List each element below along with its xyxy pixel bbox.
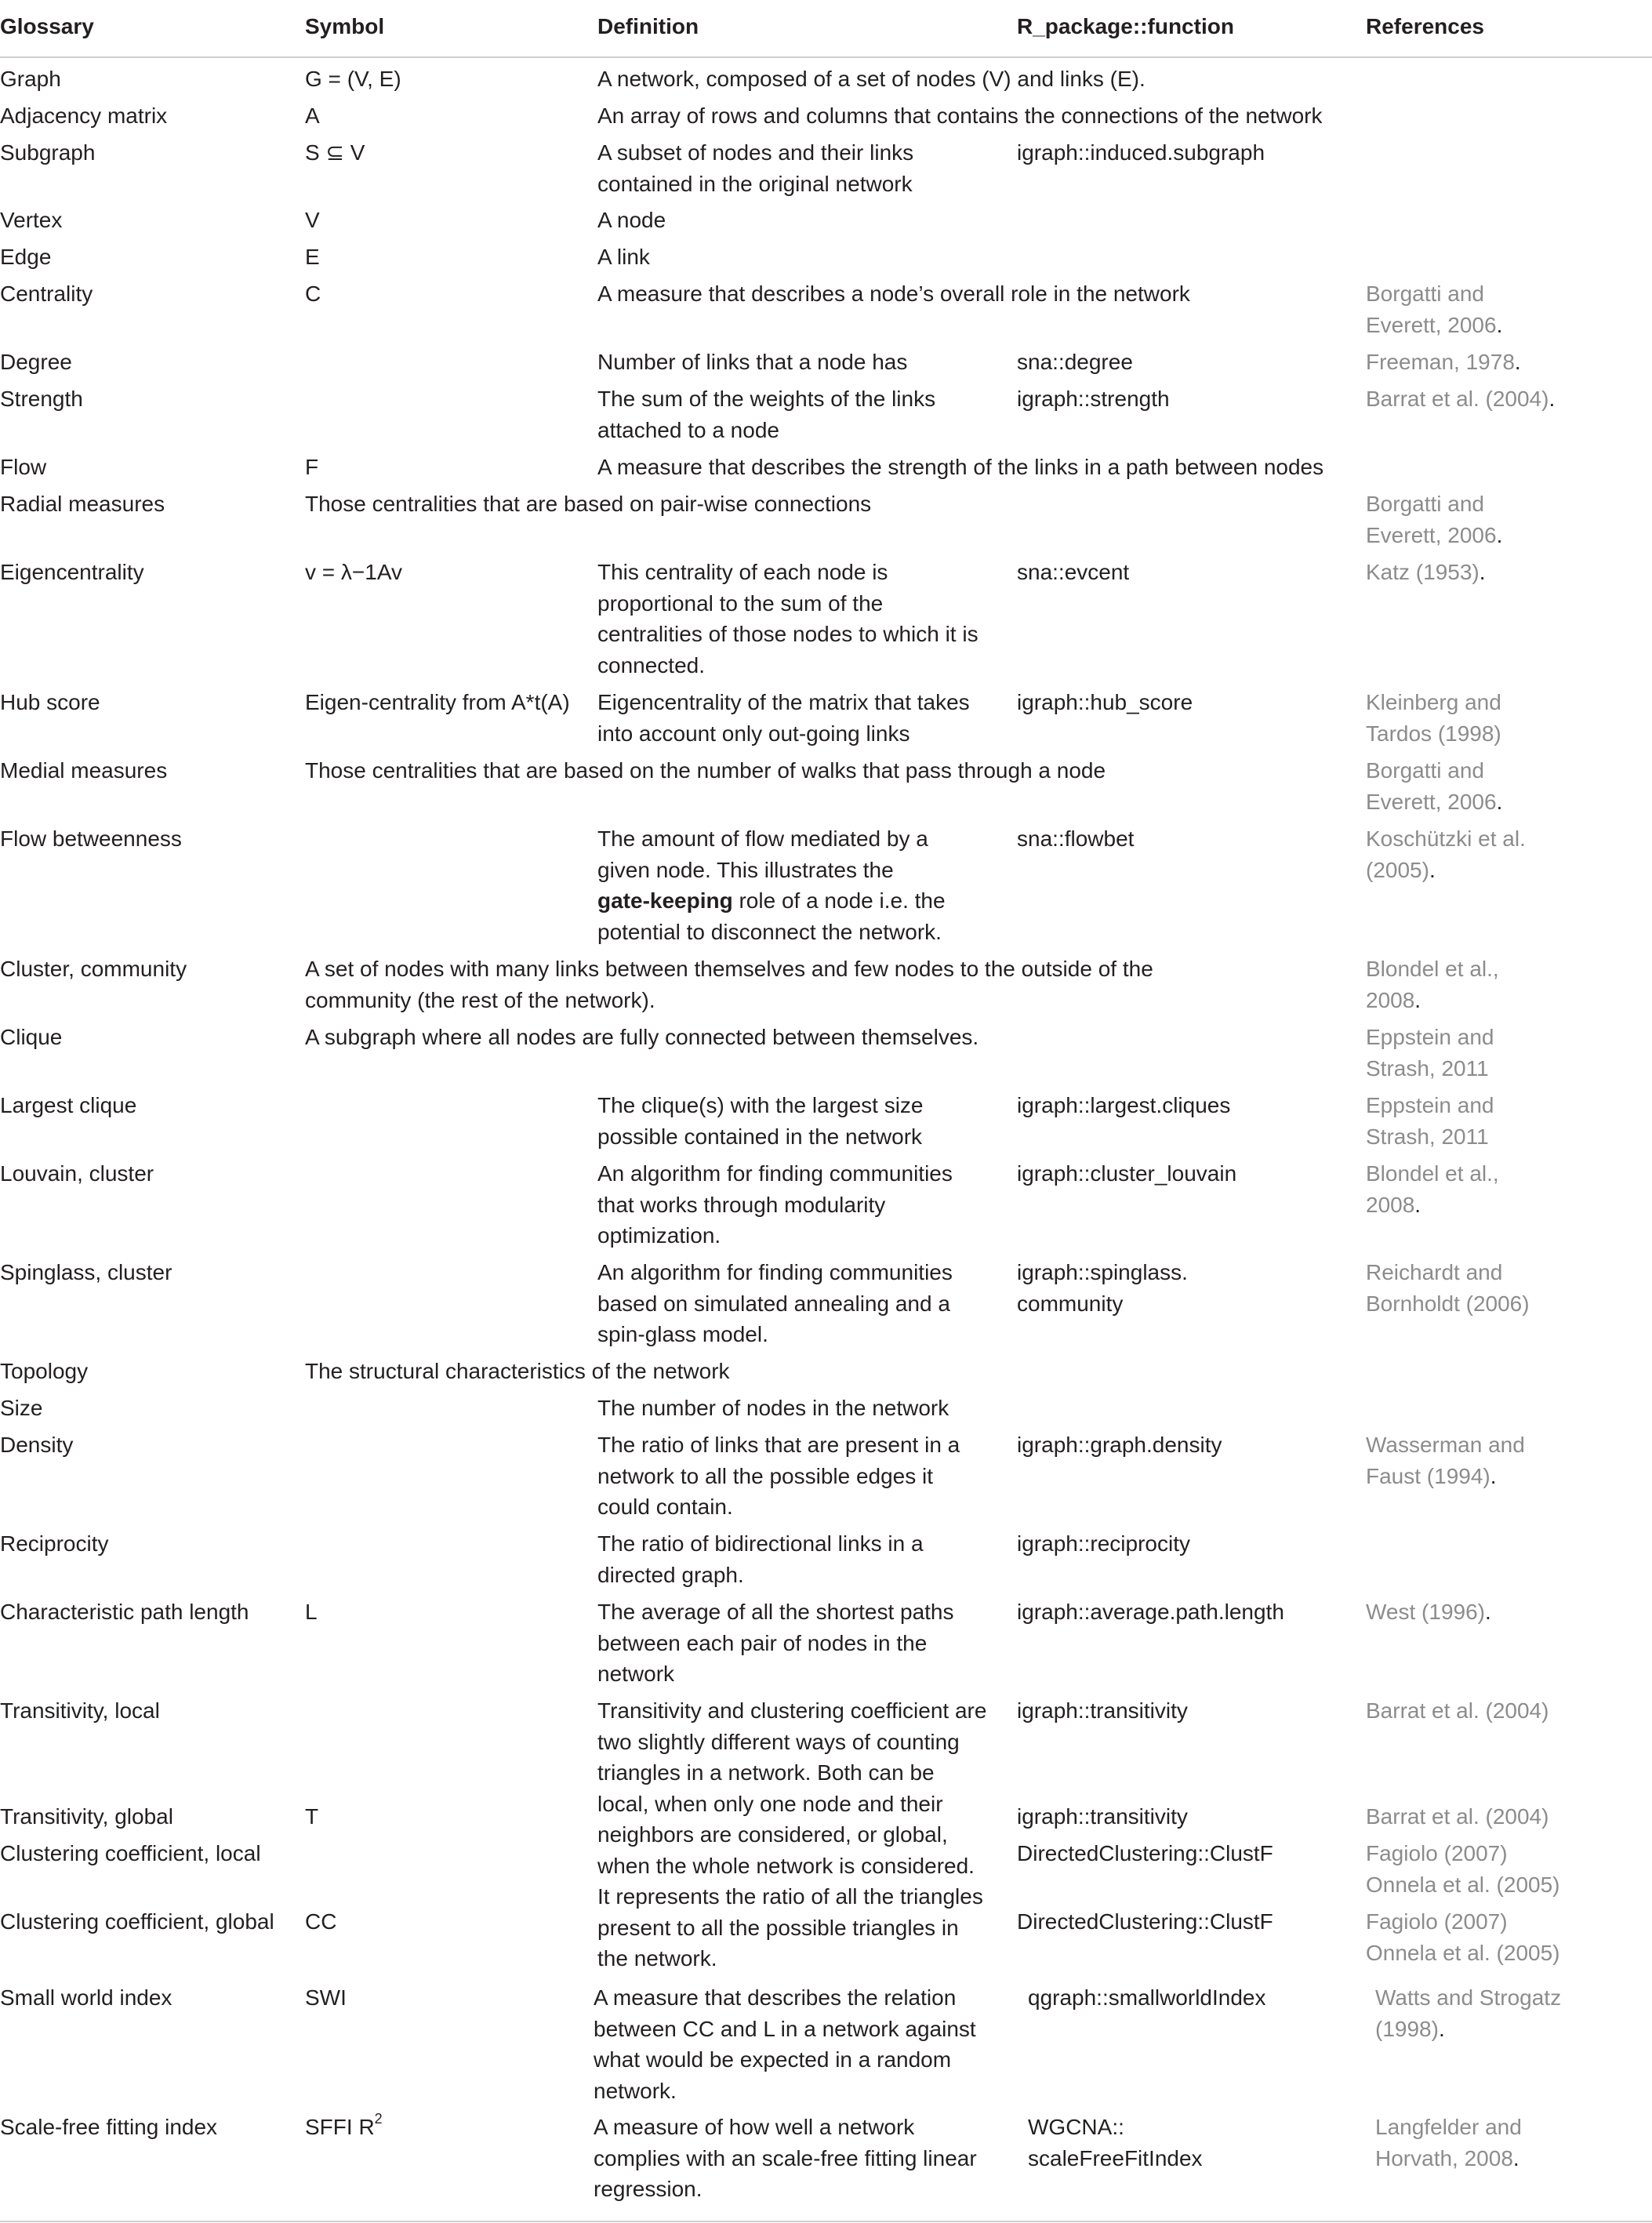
symbol xyxy=(305,1801,318,1833)
definition: between CC and L in a network against xyxy=(594,2016,976,2041)
definition: two slightly different ways of counting xyxy=(597,1729,960,1754)
symbol-text: v = λ−1Av xyxy=(305,560,403,584)
definition: Transitivity and clustering coefficient are xyxy=(597,1698,987,1723)
r-function: WGCNA:: xyxy=(1028,2115,1124,2139)
glossary-term: Transitivity, global xyxy=(0,1804,173,1829)
symbol xyxy=(305,557,402,588)
r-function: igraph::strength xyxy=(1017,387,1170,411)
header-definition: Definition xyxy=(597,14,699,38)
r-function: igraph::spinglass. xyxy=(1017,1260,1188,1284)
definition xyxy=(597,885,946,917)
symbol-text: V xyxy=(305,208,320,232)
reference xyxy=(1366,1695,1549,1727)
definition: that works through modularity xyxy=(597,1192,886,1217)
symbol xyxy=(305,687,570,718)
glossary-term: Medial measures xyxy=(0,758,168,783)
symbol-text: T xyxy=(305,1804,319,1829)
reference xyxy=(1366,1121,1489,1153)
definition: The number of nodes in the network xyxy=(597,1396,949,1420)
glossary-term: Small world index xyxy=(0,1985,172,2010)
r-function: DirectedClustering::ClustF xyxy=(1017,1909,1273,1934)
table-bottom-rule xyxy=(0,2221,1652,2222)
definition: centralities of those nodes to which it is xyxy=(597,622,978,646)
definition: A node xyxy=(597,208,666,232)
definition: when the whole network is considered. xyxy=(597,1853,975,1878)
spanning-definition: Those centralities that are based on the number of walks that pass through a node xyxy=(305,758,1106,783)
definition: connected. xyxy=(597,652,705,677)
definition: given node. This illustrates the xyxy=(597,857,894,882)
glossary-term: Subgraph xyxy=(0,140,96,165)
reference-text: Fagiolo (2007) xyxy=(1366,1909,1508,1934)
reference xyxy=(1366,823,1526,855)
reference-text: Onnela et al. (2005) xyxy=(1366,1872,1560,1897)
symbol-text: SWI xyxy=(305,1985,347,2010)
definition: local, when only one node and their xyxy=(597,1791,943,1816)
reference xyxy=(1366,718,1501,750)
reference-text: Tardos (1998) xyxy=(1366,721,1501,746)
reference xyxy=(1366,383,1555,415)
reference xyxy=(1366,1461,1497,1492)
definition: attached to a node xyxy=(597,417,779,442)
definition: Eigencentrality of the matrix that takes xyxy=(597,690,970,714)
symbol-text: E xyxy=(305,245,320,269)
r-function: igraph::transitivity xyxy=(1017,1698,1188,1723)
reference xyxy=(1366,1053,1489,1084)
glossary-term: Clustering coefficient, global xyxy=(0,1909,274,1934)
definition: The clique(s) with the largest size xyxy=(597,1093,924,1117)
reference-text: Watts and Strogatz xyxy=(1375,1985,1562,2010)
definition: based on simulated annealing and a xyxy=(597,1291,950,1316)
symbol xyxy=(305,2112,383,2143)
reference-text: Everett, 2006 xyxy=(1366,312,1497,337)
reference xyxy=(1366,855,1436,886)
glossary-term: Flow betweenness xyxy=(0,826,182,851)
definition: The sum of the weights of the links xyxy=(597,387,936,411)
reference xyxy=(1366,1596,1491,1628)
definition: network to all the possible edges it xyxy=(597,1463,934,1488)
definition: The ratio of links that are present in a xyxy=(597,1433,960,1457)
definition: network. xyxy=(594,2078,677,2103)
definition: spin-glass model. xyxy=(597,1322,768,1346)
reference xyxy=(1366,520,1502,551)
definition: triangles in a network. Both can be xyxy=(597,1760,935,1785)
glossary-term: Spinglass, cluster xyxy=(0,1260,172,1284)
glossary-term: Hub score xyxy=(0,690,100,714)
reference-text: Onnela et al. (2005) xyxy=(1366,1940,1560,1965)
reference-text: Strash, 2011 xyxy=(1366,1124,1489,1149)
r-function: community xyxy=(1017,1291,1124,1316)
reference-period: . xyxy=(1414,1192,1421,1217)
symbol xyxy=(305,137,365,169)
glossary-term: Centrality xyxy=(0,282,93,306)
reference xyxy=(1366,278,1484,310)
r-function: igraph::largest.cliques xyxy=(1017,1093,1231,1117)
reference-period: . xyxy=(1512,2145,1519,2170)
definition: proportional to the sum of the xyxy=(597,590,884,616)
reference xyxy=(1366,489,1484,520)
reference xyxy=(1366,347,1521,378)
symbol-text: Eigen-centrality from A*t(A) xyxy=(305,690,570,714)
glossary-term: Size xyxy=(0,1396,43,1420)
reference-text: Barrat et al. (2004) xyxy=(1366,387,1549,411)
r-function: sna::degree xyxy=(1017,350,1133,374)
glossary-term: Flow xyxy=(0,455,47,479)
spanning-definition: The structural characteristics of the network xyxy=(305,1359,730,1383)
symbol-superscript: 2 xyxy=(374,2110,383,2127)
reference-text: Katz (1953) xyxy=(1366,560,1480,584)
definition: contained in the original network xyxy=(597,171,913,196)
reference-text: Horvath, 2008 xyxy=(1375,2145,1513,2170)
glossary-term: Density xyxy=(0,1433,74,1457)
definition: The average of all the shortest paths xyxy=(597,1600,954,1624)
reference-period: . xyxy=(1438,2016,1445,2041)
definition: A network, composed of a set of nodes (V) and links (E). xyxy=(597,67,1146,91)
glossary-term: Adjacency matrix xyxy=(0,104,168,128)
reference xyxy=(1366,687,1501,718)
symbol xyxy=(305,205,320,236)
definition: regression. xyxy=(594,2177,703,2201)
symbol xyxy=(305,452,318,483)
glossary-term: Clique xyxy=(0,1025,63,1049)
spanning-definition: A set of nodes with many links between themselves and few nodes to the outside of the xyxy=(305,957,1153,981)
reference-period: . xyxy=(1496,522,1503,547)
symbol xyxy=(305,1906,336,1938)
glossary-term: Vertex xyxy=(0,208,63,232)
reference-text: (1998) xyxy=(1375,2016,1439,2041)
glossary-term: Edge xyxy=(0,245,52,269)
glossary-term: Transitivity, local xyxy=(0,1698,160,1723)
reference-text: Blondel et al., xyxy=(1366,1161,1499,1186)
symbol-text: SFFI R xyxy=(305,2115,375,2139)
reference-text: Strash, 2011 xyxy=(1366,1055,1489,1081)
reference-period: . xyxy=(1496,789,1503,814)
r-function: igraph::cluster_louvain xyxy=(1017,1161,1237,1186)
reference-period: . xyxy=(1429,857,1436,882)
r-function: igraph::reciprocity xyxy=(1017,1531,1190,1556)
reference-text: Barrat et al. (2004) xyxy=(1366,1698,1549,1723)
definition: optimization. xyxy=(597,1223,721,1248)
reference-text: Borgatti and xyxy=(1366,758,1484,783)
symbol-text: F xyxy=(305,455,319,479)
definition: neighbors are considered, or global, xyxy=(597,1822,948,1847)
reference-text: Fagiolo (2007) xyxy=(1366,1841,1508,1865)
definition: present to all the possible triangles in xyxy=(597,1915,959,1940)
definition: A measure that describes the relation xyxy=(594,1985,957,2010)
definition: possible contained in the network xyxy=(597,1124,923,1149)
reference xyxy=(1366,1090,1494,1121)
reference xyxy=(1366,1158,1499,1190)
glossary-term: Strength xyxy=(0,387,83,411)
reference-text: Langfelder and xyxy=(1375,2115,1522,2139)
r-function: igraph::graph.density xyxy=(1017,1433,1222,1457)
definition: The amount of flow mediated by a xyxy=(597,826,928,851)
reference-period: . xyxy=(1496,312,1503,337)
symbol xyxy=(305,242,320,273)
reference xyxy=(1366,1938,1560,1969)
reference-period: . xyxy=(1549,387,1556,411)
glossary-term: Louvain, cluster xyxy=(0,1161,154,1186)
reference xyxy=(1366,1906,1508,1938)
spanning-definition-cont: community (the rest of the network). xyxy=(305,987,655,1012)
reference-text: Wasserman and xyxy=(1366,1433,1525,1457)
definition: into account only out-going links xyxy=(597,721,910,746)
definition: potential to disconnect the network. xyxy=(597,919,942,944)
symbol xyxy=(305,1596,318,1628)
reference xyxy=(1375,2143,1519,2174)
glossary-term: Eigencentrality xyxy=(0,560,144,584)
spanning-definition: A subgraph where all nodes are fully connected between themselves. xyxy=(305,1025,979,1049)
glossary-term: Radial measures xyxy=(0,492,165,516)
r-function: DirectedClustering::ClustF xyxy=(1017,1841,1273,1865)
symbol-text: L xyxy=(305,1600,318,1624)
reference-text: Freeman, 1978 xyxy=(1366,350,1515,374)
reference-text: Everett, 2006 xyxy=(1366,789,1497,814)
reference-period: . xyxy=(1490,1463,1497,1488)
reference-text: Kleinberg and xyxy=(1366,690,1501,714)
r-function: igraph::hub_score xyxy=(1017,690,1193,714)
table-header xyxy=(0,0,1652,58)
definition: This centrality of each node is xyxy=(597,560,888,584)
symbol xyxy=(305,100,320,132)
reference xyxy=(1366,1429,1525,1461)
definition: between each pair of nodes in the xyxy=(597,1630,928,1655)
reference-text: Faust (1994) xyxy=(1366,1463,1490,1488)
r-function: igraph::induced.subgraph xyxy=(1017,140,1265,165)
reference xyxy=(1366,1257,1502,1288)
reference xyxy=(1375,2112,1522,2143)
r-function: sna::flowbet xyxy=(1017,826,1135,851)
symbol-text: A xyxy=(305,104,320,128)
reference-text: Borgatti and xyxy=(1366,492,1484,516)
reference-text: Blondel et al., xyxy=(1366,957,1499,981)
reference xyxy=(1366,557,1486,588)
definition: directed graph. xyxy=(597,1562,744,1587)
definition: A measure of how well a network xyxy=(594,2115,915,2139)
r-function: igraph::transitivity xyxy=(1017,1804,1188,1829)
definition: It represents the ratio of all the triangles xyxy=(597,1884,983,1909)
reference xyxy=(1375,2014,1445,2045)
reference-text: (2005) xyxy=(1366,857,1429,882)
reference xyxy=(1366,1869,1560,1901)
definition: An array of rows and columns that contains the connections of the network xyxy=(597,104,1323,128)
reference-text: West (1996) xyxy=(1366,1600,1485,1624)
definition: Number of links that a node has xyxy=(597,350,908,374)
symbol xyxy=(305,1982,347,2014)
reference-text: Reichardt and xyxy=(1366,1260,1503,1284)
r-function: igraph::average.path.length xyxy=(1017,1600,1284,1624)
definition: could contain. xyxy=(597,1495,733,1519)
emphasis-text: gate-keeping xyxy=(597,888,733,913)
glossary-term: Characteristic path length xyxy=(0,1600,249,1624)
definition: The ratio of bidirectional links in a xyxy=(597,1531,924,1556)
glossary-term: Largest clique xyxy=(0,1093,137,1117)
header-symbol: Symbol xyxy=(305,14,385,38)
reference-text: 2008 xyxy=(1366,987,1415,1012)
symbol-text: G = (V, E) xyxy=(305,67,401,91)
reference-period: . xyxy=(1514,350,1521,374)
reference-text: Eppstein and xyxy=(1366,1093,1494,1117)
reference xyxy=(1366,1022,1494,1053)
glossary-term: Cluster, community xyxy=(0,957,187,981)
reference xyxy=(1366,786,1502,818)
definition: network xyxy=(597,1662,675,1686)
definition: A measure that describes a node’s overall role in the network xyxy=(597,282,1190,306)
glossary-term: Reciprocity xyxy=(0,1531,109,1556)
reference-text: Borgatti and xyxy=(1366,282,1484,306)
reference-text: Eppstein and xyxy=(1366,1025,1494,1049)
reference-period: . xyxy=(1485,1600,1491,1624)
reference-text: 2008 xyxy=(1366,1192,1415,1217)
definition: A subset of nodes and their links xyxy=(597,140,914,165)
reference-period: . xyxy=(1414,987,1421,1012)
header-glossary: Glossary xyxy=(0,14,94,38)
header-function: R_package::function xyxy=(1017,14,1234,38)
definition-rest: role of a node i.e. the xyxy=(732,888,946,913)
symbol xyxy=(305,64,401,95)
reference-text: Koschützki et al. xyxy=(1366,826,1526,851)
reference-period: . xyxy=(1479,560,1486,584)
glossary-term: Topology xyxy=(0,1359,89,1383)
glossary-term: Clustering coefficient, local xyxy=(0,1841,261,1865)
spanning-definition: Those centralities that are based on pair-wise connections xyxy=(305,492,872,516)
glossary-term: Scale-free fitting index xyxy=(0,2115,218,2139)
reference xyxy=(1366,953,1499,985)
reference xyxy=(1366,1288,1530,1320)
definition: what would be expected in a random xyxy=(594,2047,952,2072)
reference xyxy=(1366,1838,1508,1869)
reference-text: Barrat et al. (2004) xyxy=(1366,1804,1549,1829)
reference xyxy=(1375,1982,1561,2014)
r-function: sna::evcent xyxy=(1017,560,1130,584)
r-function: scaleFreeFitIndex xyxy=(1028,2145,1203,2170)
symbol-text: S ⊆ V xyxy=(305,140,365,165)
symbol-text: C xyxy=(305,282,321,306)
definition: complies with an scale-free fitting linear xyxy=(594,2145,977,2170)
reference xyxy=(1366,985,1421,1016)
definition: the network. xyxy=(597,1946,717,1971)
header-references: References xyxy=(1366,14,1484,38)
definition: An algorithm for finding communities xyxy=(597,1161,953,1186)
r-function: qgraph::smallworldIndex xyxy=(1028,1985,1266,2010)
definition: A link xyxy=(597,245,650,269)
reference xyxy=(1366,755,1484,786)
reference-text: Everett, 2006 xyxy=(1366,522,1497,547)
glossary-term: Graph xyxy=(0,67,61,91)
definition: An algorithm for finding communities xyxy=(597,1260,953,1284)
reference xyxy=(1366,310,1502,341)
reference xyxy=(1366,1190,1421,1221)
symbol-text: CC xyxy=(305,1909,337,1934)
definition: A measure that describes the strength of the links in a path between nodes xyxy=(597,455,1324,479)
reference-text: Bornholdt (2006) xyxy=(1366,1291,1530,1316)
symbol xyxy=(305,278,321,310)
glossary-term: Degree xyxy=(0,350,72,374)
reference xyxy=(1366,1801,1549,1833)
